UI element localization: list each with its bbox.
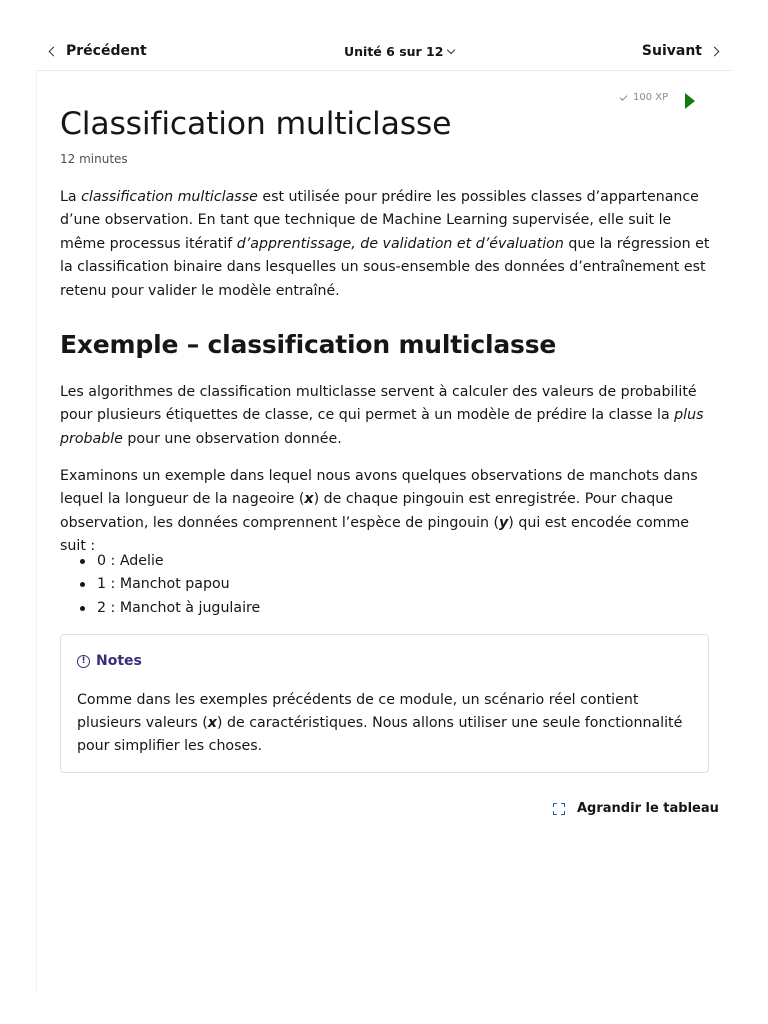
variable-x: x xyxy=(207,715,217,732)
chevron-down-icon xyxy=(447,46,455,54)
text-run: Les algorithmes de classification multiclasse servent à calculer des valeurs de probabilité pour plusieurs étiquettes de classe, ce qui permet à un modèle de prédire la classe la xyxy=(60,384,697,424)
variable-x: x xyxy=(304,491,314,508)
penguin-paragraph xyxy=(60,465,712,559)
text-run: pour une observation donnée. xyxy=(122,430,342,447)
xp-badge xyxy=(620,92,668,103)
chevron-left-icon xyxy=(49,47,59,57)
list-item: 2 : Manchot à jugulaire xyxy=(60,597,660,620)
text-run: ) de chaque pingouin est enregistrée. Pour chaque observation, les données comprennent l’espèce de pingouin ( xyxy=(60,491,673,531)
play-icon[interactable] xyxy=(685,93,695,109)
example-paragraph xyxy=(60,381,712,451)
previous-label: Précédent xyxy=(66,43,147,59)
next-label: Suivant xyxy=(641,43,702,59)
emphasis-text: plus probable xyxy=(60,407,704,447)
unit-navigation xyxy=(36,34,732,71)
info-icon: ! xyxy=(77,655,90,668)
emphasis-text: classification multiclasse xyxy=(81,189,258,205)
next-unit-link[interactable] xyxy=(642,43,718,59)
page-title: Classification multiclasse xyxy=(60,106,452,142)
note-heading xyxy=(77,653,142,669)
expand-label: Agrandir le tableau xyxy=(577,801,719,816)
duration: 12 minutes xyxy=(60,152,128,166)
xp-label: 100 XP xyxy=(633,92,669,103)
variable-y: y xyxy=(499,514,509,531)
species-list xyxy=(60,550,660,620)
text-run: est utilisée pour prédire les possibles classes d’appartenance d’une observation. En tant que technique de Machine Learning supervisée, elle suit le même processus itératif xyxy=(60,189,699,252)
list-item: 0 : Adelie xyxy=(60,550,660,573)
text-run: Examinons un exemple dans lequel nous avons quelques observations de manchots dans lequel la longueur de la nageoire ( xyxy=(60,468,698,508)
chevron-right-icon xyxy=(710,47,720,57)
text-run: ) qui est encodée comme suit : xyxy=(60,514,690,555)
check-icon xyxy=(620,93,628,101)
note-callout xyxy=(60,634,709,773)
unit-selector[interactable] xyxy=(344,44,454,59)
text-run: ) de caractéristiques. Nous allons utiliser une seule fonctionnalité pour simplifier les choses. xyxy=(77,715,683,755)
intro-paragraph xyxy=(60,186,712,303)
note-body xyxy=(77,689,697,759)
emphasis-text: d’apprentissage, de validation et d’évaluation xyxy=(236,235,564,252)
text-run: que la régression et la classification binaire dans lesquelles un sous-ensemble des données d’entraînement est retenu pour valider le modèle entraîné. xyxy=(60,235,710,299)
unit-label: Unité 6 sur 12 xyxy=(344,44,444,59)
section-heading: Exemple – classification multiclasse xyxy=(60,330,557,359)
list-item: 1 : Manchot papou xyxy=(60,573,660,596)
note-heading-label: Notes xyxy=(96,653,142,669)
left-divider xyxy=(36,70,37,992)
text-run: La xyxy=(60,189,82,205)
previous-unit-link[interactable] xyxy=(50,43,147,59)
text-run: Comme dans les exemples précédents de ce module, un scénario réel contient plusieurs valeurs ( xyxy=(77,692,639,732)
expand-table-button[interactable] xyxy=(553,801,719,816)
expand-icon xyxy=(553,803,565,815)
